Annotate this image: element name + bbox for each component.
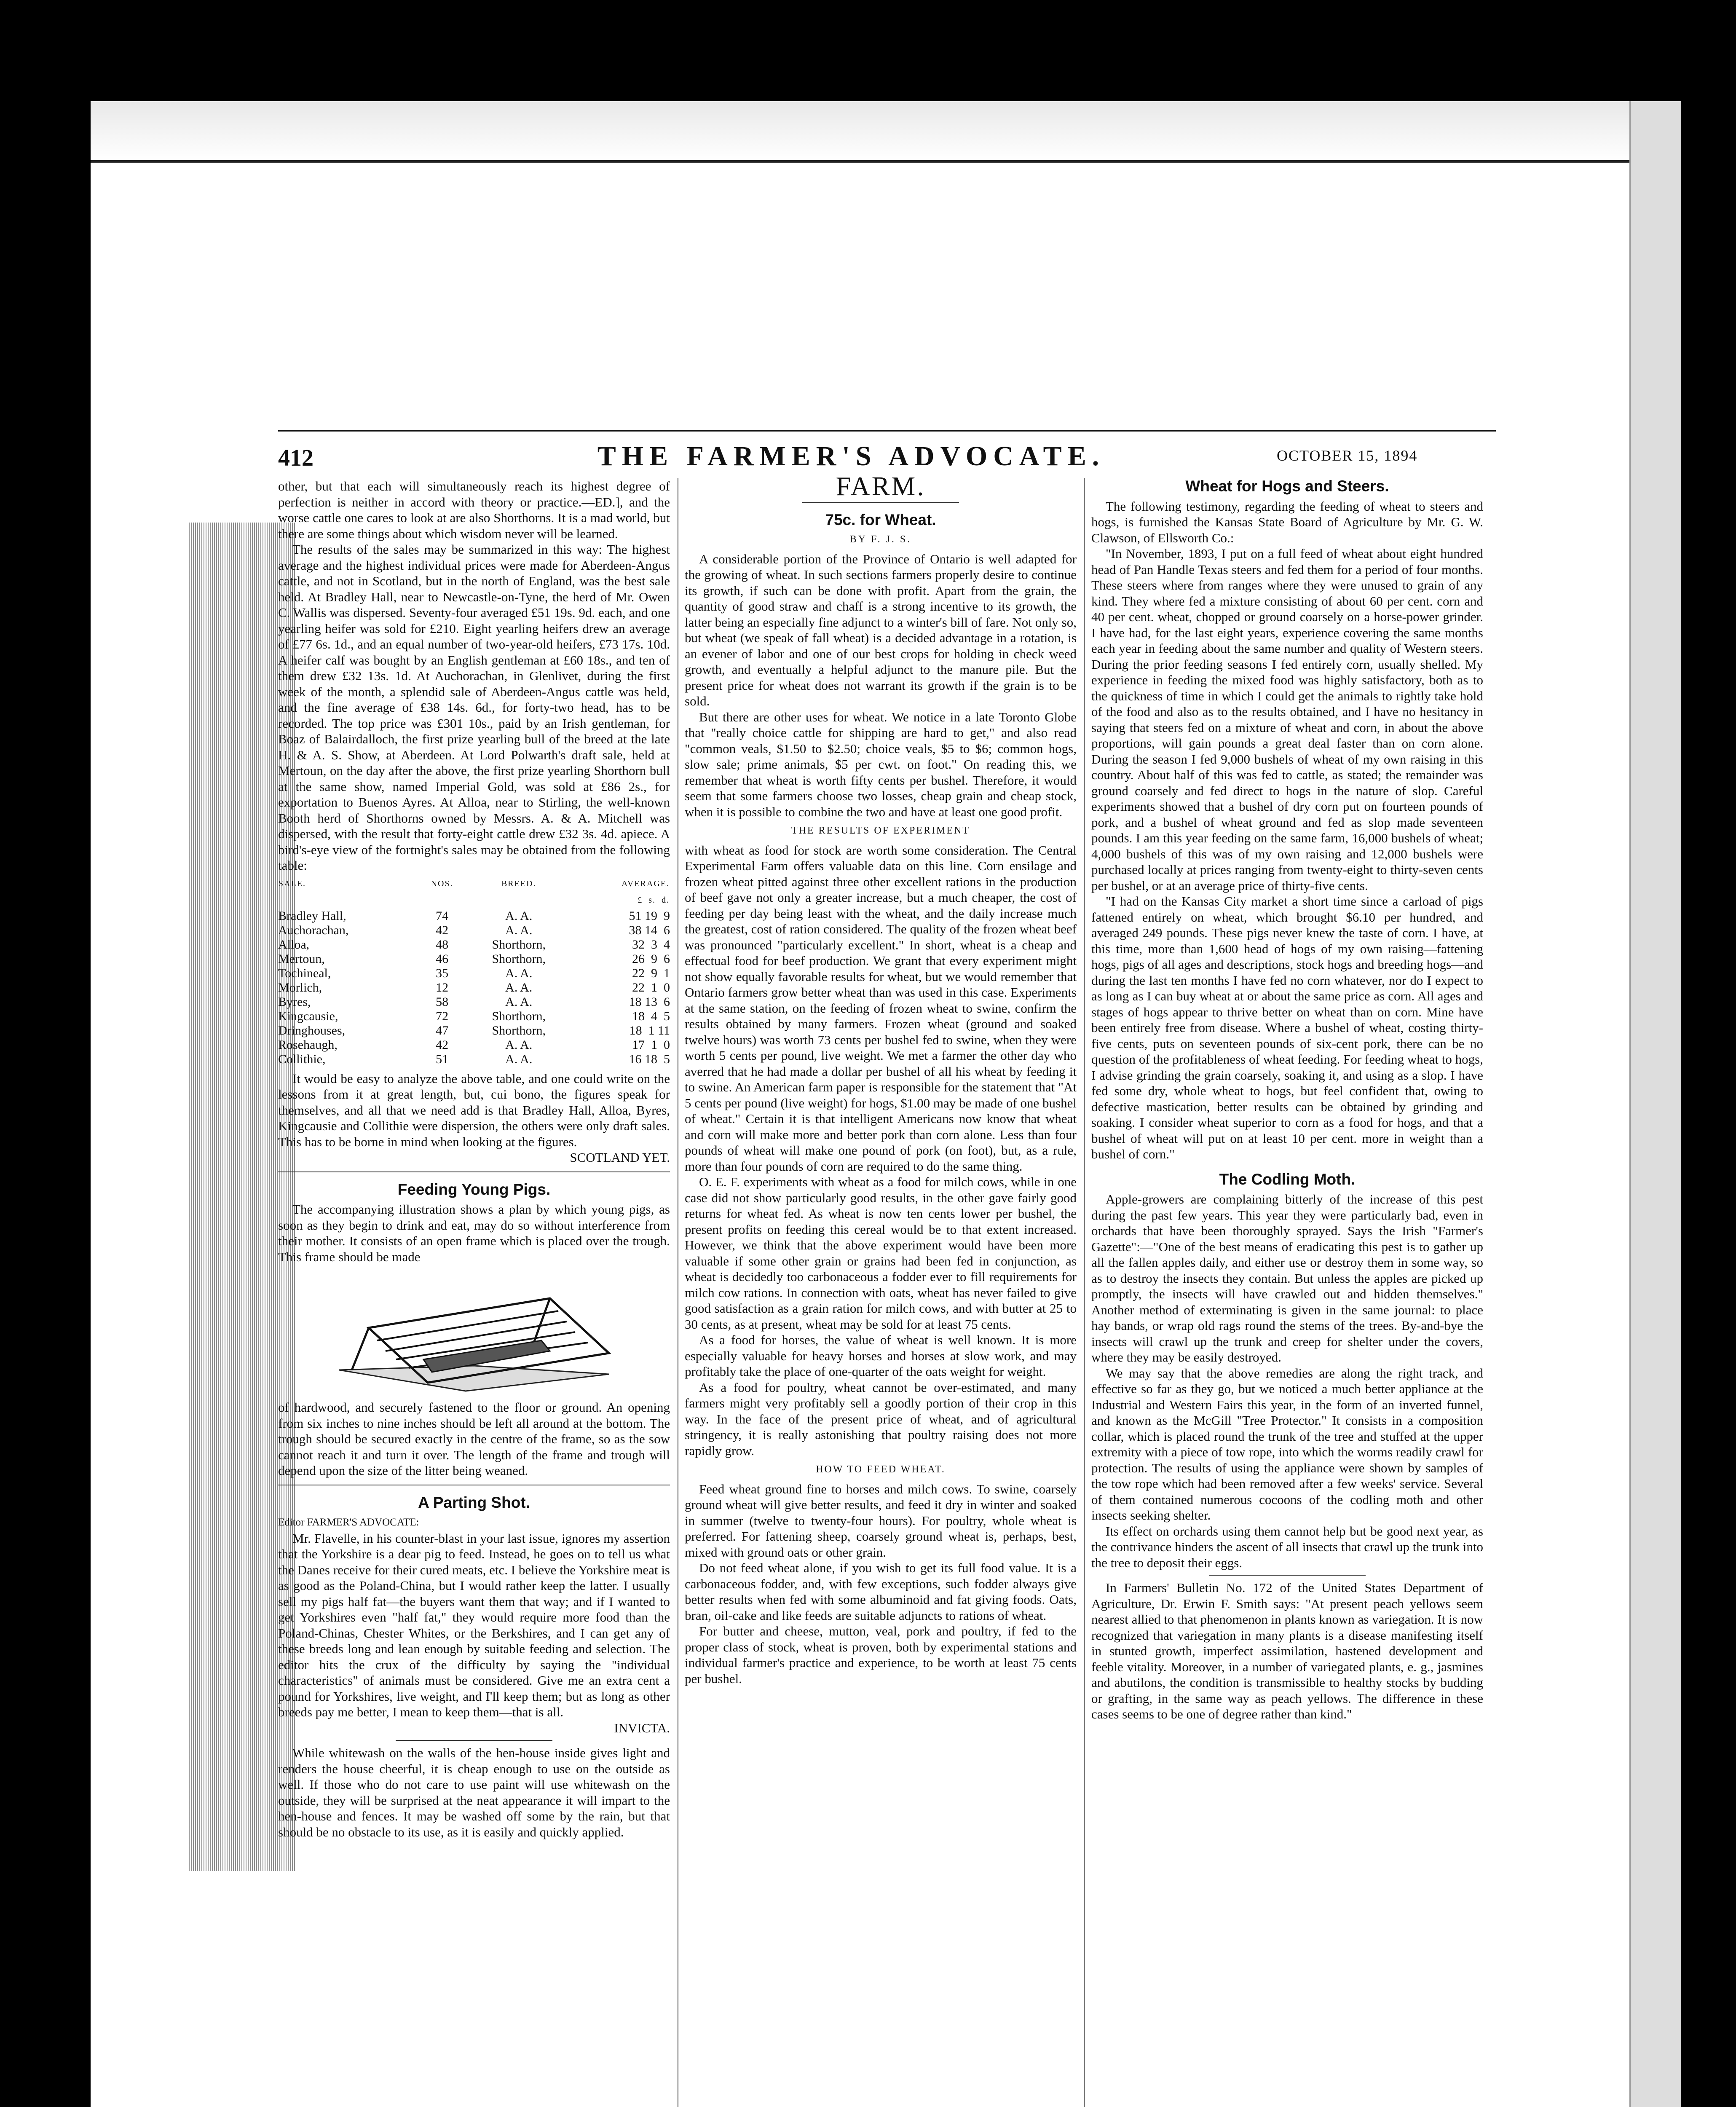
table-cell-sale: Kingcausie, xyxy=(278,1009,338,1023)
table-cell-breed: Shorthorn, xyxy=(492,937,546,952)
sales-table-body xyxy=(278,909,670,1067)
table-cell-avg: 18 13 6 xyxy=(629,995,670,1009)
table-cell-breed: A. A. xyxy=(505,966,533,980)
signature: INVICTA. xyxy=(614,1720,670,1735)
table-cell-nos: 58 xyxy=(436,995,449,1009)
paragraph: As a food for horses, the value of wheat is well known. It is more especially valuable for heavy horses and horses at slow work, and may profitably take the place of one-quarter of the oats weight for weight. xyxy=(685,1332,1077,1379)
units-label: £ s. d. xyxy=(638,895,670,905)
table-row xyxy=(278,995,670,1009)
article-title: A Parting Shot. xyxy=(418,1493,530,1511)
paragraph: of hardwood, and securely fastened to the floor or ground. An opening from six inches to nine inches should be left all around at the bottom. The trough should be secured exactly in the centre of the frame, so as the sow cannot reach it and turn it over. The length of the frame and trough will depend upon the size of the litter being weaned. xyxy=(278,1400,670,1478)
column-divider xyxy=(1084,478,1085,2107)
table-cell-nos: 35 xyxy=(436,966,449,980)
paragraph: Do not feed wheat alone, if you wish to get its full food value. It is a carbonaceous fodder, and, with few exceptions, such fodder always give better results when fed with some albuminoid and fat giving foods. Oats, bran, oil-cake and like feeds are suitable adjuncts to rations of wheat. xyxy=(685,1560,1077,1623)
table-cell-avg: 16 18 5 xyxy=(629,1052,670,1066)
table-cell-sale: Byres, xyxy=(278,995,311,1009)
book-spine-edge xyxy=(1629,101,1681,2107)
table-cell-breed: Shorthorn, xyxy=(492,1009,546,1023)
paragraph: The accompanying illustration shows a plan by which young pigs, as soon as they begin to drink and eat, may do so without interference from their mother. It consists of an open frame which is placed over the trough. This frame should be made xyxy=(278,1202,670,1264)
signature: SCOTLAND YET. xyxy=(570,1150,670,1165)
column-right xyxy=(1091,478,1483,1722)
pig-feeder-illustration xyxy=(314,1269,634,1395)
page-number: 412 xyxy=(278,445,313,471)
sales-table xyxy=(278,876,670,1067)
table-cell-avg: 22 9 1 xyxy=(632,966,670,980)
table-row xyxy=(278,1009,670,1024)
col-header: AVERAGE. xyxy=(622,879,670,888)
masthead: THE FARMER'S ADVOCATE. xyxy=(597,441,1105,472)
units-row xyxy=(278,893,670,909)
divider xyxy=(396,1740,552,1741)
table-cell-breed: A. A. xyxy=(505,923,533,937)
paragraph: We may say that the above remedies are along the right track, and effective so far as they go, but we noticed a much better appliance at the Industrial and Western Fairs this year, in the form of an inverted funnel, and known as the McGill "Tree Protector." It consists in a composition collar, which is placed round the trunk of the tree and stuffed at the upper extremity with a piece of tow rope, into which the worms readily crawl for protection. The results of using the appliance were shown by samples of the tow rope which had been removed after a few weeks' service. Several of them contained numerous cocoons of the codling moth and other insects seeking shelter. xyxy=(1091,1365,1483,1523)
table-cell-breed: A. A. xyxy=(505,980,533,995)
salutation: Editor FARMER'S ADVOCATE: xyxy=(278,1517,419,1528)
table-cell-avg: 18 4 5 xyxy=(632,1009,670,1023)
col-header: SALE. xyxy=(279,879,306,888)
table-cell-breed: A. A. xyxy=(505,1052,533,1066)
table-cell-breed: A. A. xyxy=(505,909,533,923)
table-cell-sale: Collithie, xyxy=(278,1052,326,1066)
table-cell-avg: 17 1 0 xyxy=(632,1037,670,1052)
table-cell-sale: Auchorachan, xyxy=(278,923,349,937)
book-binding-top xyxy=(91,101,1681,163)
header-rule xyxy=(278,430,1496,432)
paragraph: In Farmers' Bulletin No. 172 of the United States Department of Agriculture, Dr. Erwin F. Smith says: "At present peach yellows seem nearest allied to that phenomenon in plants known as variegation. It is now recognized that variegation in many plants is a disease manifesting itself in stunted growth, imperfect assimilation, hastened development and feeble vitality. Moreover, in a number of variegated plants, e. g., jasmines and abutilons, the condition is transmissible to healthy stocks by budding or grafting, in the same way as peach yellows. The difference in these cases seems to be one of degree rather than kind." xyxy=(1091,1580,1483,1721)
table-row xyxy=(278,1024,670,1038)
divider xyxy=(802,502,959,503)
table-cell-sale: Mertoun, xyxy=(278,952,325,966)
table-cell-avg: 26 9 6 xyxy=(632,952,670,966)
table-row xyxy=(278,981,670,995)
table-row xyxy=(278,909,670,923)
table-row xyxy=(278,938,670,952)
table-cell-avg: 51 19 9 xyxy=(629,909,670,923)
section-heading: FARM. xyxy=(836,471,926,501)
table-cell-sale: Alloa, xyxy=(278,937,310,952)
paragraph: It would be easy to analyze the above table, and one could write on the lessons from it at great length, but, cui bono, the figures speak for themselves, and all that we need add is that Bradley Hall, Alloa, Byres, Kingcausie and Collithie were dispersion, the others were only draft sales. This has to be borne in mind when looking at the figures. xyxy=(278,1071,670,1149)
table-row xyxy=(278,1052,670,1067)
divider xyxy=(1209,1575,1366,1576)
table-cell-sale: Morlich, xyxy=(278,980,322,995)
article-title: The Codling Moth. xyxy=(1219,1170,1356,1188)
table-cell-avg: 22 1 0 xyxy=(632,980,670,995)
article-title: Wheat for Hogs and Steers. xyxy=(1185,477,1389,495)
paragraph: The results of the sales may be summarized in this way: The highest average and the highest individual prices were made for Aberdeen-Angus cattle, and not in Scotland, but in the north of England, was the best sale held. At Bradley Hall, near to Newcastle-on-Tyne, the herd of Mr. Owen C. Wallis was dispersed. Seventy-four averaged £51 19s. 9d. each, and one yearling heifer was sold for £210. Eight yearling heifers drew an average of £77 6s. 1d., and an equal number of two-year-old heifers, £73 17s. 10d. A heifer calf was bought by an English gentleman at £60 18s., and ten of them drew £32 13s. 1d. At Auchorachan, in Glenlivet, during the first week of the month, a splendid sale of Aberdeen-Angus cattle was held, and the fine average of £38 14s. 6d., for forty-two head, has to be recorded. The top price was £301 10s., paid by an Irish gentleman, for Boaz of Balairdalloch, the first prize yearling bull of the breed at the late H. & A. S. Show, at Aberdeen. At Lord Polwarth's draft sale, held at Mertoun, on the day after the above, the first prize yearling Shorthorn bull at the same show, named Imperial Gold, was sold at £86 2s., for exportation to Buenos Ayres. At Alloa, near to Stirling, the well-known Booth herd of Shorthorns owned by Messrs. A. & A. Mitchell was dispersed, with the result that forty-eight cattle drew £32 3s. 4d. apiece. A bird's-eye view of the fortnight's sales may be obtained from the following table: xyxy=(278,542,670,873)
continued-text: other, but that each will simultaneously reach its highest degree of perfection is neither in accord with theory or practice.—ED.], and the worse cattle one cares to look at are also Shorthorns. It is a mad world, but there are some things about which wisdom never will be learned. xyxy=(278,479,670,541)
paragraph: The following testimony, regarding the feeding of wheat to steers and hogs, is furnished the Kansas State Board of Agriculture by Mr. G. W. Clawson, of Ellsworth Co.: xyxy=(1091,499,1483,545)
table-cell-sale: Tochineal, xyxy=(278,966,331,980)
col-header: BREED. xyxy=(501,879,536,888)
table-cell-nos: 48 xyxy=(436,937,449,952)
paragraph: Feed wheat ground fine to horses and milch cows. To swine, coarsely ground wheat will give better results, and feed it dry in winter and soaked in summer (twelve to twenty-four hours). For poultry, whole wheat is preferred. For fattening sheep, coarsely ground wheat is, perhaps, best, mixed with ground oats or other grain. xyxy=(685,1481,1077,1560)
byline: BY F. J. S. xyxy=(849,534,912,545)
paragraph: While whitewash on the walls of the hen-house inside gives light and renders the house cheerful, it is cheap enough to use on the outside as well. If those who do not care to use paint will use whitewash on the outside, they will be surprised at the neat appearance it will impart to the hen-house and fences. It may be washed off some by the rain, but that should be no obstacle to its use, as it is easily and quickly applied. xyxy=(278,1745,670,1839)
table-cell-avg: 38 14 6 xyxy=(629,923,670,937)
issue-date: OCTOBER 15, 1894 xyxy=(1277,447,1418,464)
paragraph: "I had on the Kansas City market a short time since a carload of pigs fattened entirely on wheat, which brought $6.10 per hundred, and averaged 249 pounds. These pigs never knew the taste of corn. I have, at this time, more than 1,600 head of hogs of my own raising—fattening hogs, pigs of all ages and descriptions, stock hogs and breeding hogs—and during the last ten months I have fed no corn whatever, nor do I expect to as long as I can buy wheat at or about the same price as corn. All ages and stages of hogs appear to thrive better on wheat than on corn. Mine have been entirely free from disease. Where a bushel of wheat, costing thirty-five cents, puts on seventeen pounds of six-cent pork, there can be no question of the profitableness of wheat feeding. For feeding wheat to hogs, I advise grinding the grain coarsely, soaking it, and using as a slop. I have fed some dry, whole wheat to hogs, but feel confident that, owing to defective mastication, better results can be obtained by grinding and soaking. I consider wheat superior to corn as a food for hogs, and that a bushel of wheat will put on at least 10 per cent. more in weight than a bushel of corn." xyxy=(1091,894,1483,1161)
subheading: HOW TO FEED WHEAT. xyxy=(816,1464,946,1475)
article-title: 75c. for Wheat. xyxy=(825,511,936,528)
paragraph: But there are other uses for wheat. We notice in a late Toronto Globe that "really choice cattle for shipping are hard to get," and also read "common veals, $1.50 to $2.50; choice veals, $5 to $6; common hogs, slow sale; prime animals, $5 per cwt. on foot." On reading this, we remember that wheat is worth fifty cents per bushel. Therefore, it would seem that some farmers choose two losses, cheap grain and cheap stock, when it is possible to combine the two and have at least one good profit. xyxy=(685,709,1077,819)
paragraph: As a food for poultry, wheat cannot be over-estimated, and many farmers might very profitably sell a goodly portion of their crop in this way. In the face of the present price of wheat, and of agricultural stringency, it is really astonishing that poultry raising does not more rapidly grow. xyxy=(685,1380,1077,1458)
table-header-row xyxy=(278,876,670,893)
table-row xyxy=(278,952,670,966)
paragraph: "In November, 1893, I put on a full feed of wheat about eight hundred head of Pan Handle Texas steers and fed them for a period of four months. These steers where from ranges where they were unused to grain of any kind. They where fed a mixture consisting of about 60 per cent. corn and 40 per cent. wheat, chopped or ground coarsely on a horse-power grinder. I have had, for the last eight years, experience covering the same months each year in feeding about the same number and quality of Western steers. During the prior feeding seasons I fed entirely corn, usually shelled. My experience in feeding the mixed food was highly satisfactory, both as to the quickness of time in which I could get the animals to rightly take hold of the food and also as to the results obtained, and I have no hesitancy in saying that steers fed on a mixture of wheat and corn, in about the above proportions, will gain pounds a great deal faster than on corn alone. During the season I fed 9,000 bushels of wheat of my own raising in this country. About half of this was fed to cattle, as stated; the remainder was ground coarsely and fed direct to hogs in the nature of slop. Careful experiments showed that a bushel of dry corn put on fourteen pounds of pork, and a bushel of wheat ground and fed as slop made seventeen pounds. I am this year feeding on the same farm, 16,000 bushels of wheat; 4,000 bushels of this was of my own raising and 12,000 bushels were purchased locally at prices ranging from twenty-eight to thirty-seven cents per bushel, or at an average price of thirty-five cents. xyxy=(1091,546,1483,893)
column-left xyxy=(278,478,670,1840)
column-middle xyxy=(685,471,1077,1686)
table-cell-nos: 46 xyxy=(436,952,449,966)
paragraph: Apple-growers are complaining bitterly of the increase of this pest during the past few years. This year they were particularly bad, even in orchards that have been thoroughly sprayed. Says the Irish "Farmer's Gazette":—"One of the best means of eradicating this pest is to gather up all the fallen apples daily, and either use or destroy them in some way, so as to destroy the insects they contain. But unless the apples are picked up promptly, the insects will have crawled out and hidden themselves." Another method of exterminating is given in the same journal: to place hay bands, or wrap old rags round the stems of the trees. By-and-bye the insects will crawl up the trunk and creep for shelter under the covers, where they may be easily destroyed. xyxy=(1091,1192,1483,1364)
paragraph: Mr. Flavelle, in his counter-blast in your last issue, ignores my assertion that the Yorkshire is a dear pig to feed. Instead, he goes on to tell us what the Danes receive for their cured meats, etc. I believe the Yorkshire meat is as good as the Poland-China, but I would rather keep the latter. I usually sell my pigs half fat—the buyers want them that way; and if I wanted to get Yorkshires even "half fat," they would require more food than the Poland-Chinas, Chester Whites, or the Berkshires, and I can get any of these breeds long and lean enough by suitable feeding and selection. The editor hits the crux of the difficulty by saying the "individual characteristics" of animals must be considered. Give me an extra cent a pound for Yorkshires, live weight, and I'll keep them; but as long as other breeds pay me better, I mean to keep them—that is all. xyxy=(278,1531,670,1719)
table-cell-nos: 12 xyxy=(436,980,449,995)
subheading: THE RESULTS OF EXPERIMENT xyxy=(791,825,970,836)
table-row xyxy=(278,966,670,981)
paragraph: Its effect on orchards using them cannot help but be good next year, as the contrivance hinders the ascent of all insects that crawl up the trunk into the tree to deposit their eggs. xyxy=(1091,1523,1483,1570)
table-cell-breed: A. A. xyxy=(505,1037,533,1052)
table-cell-nos: 74 xyxy=(436,909,449,923)
table-cell-avg: 18 1 11 xyxy=(629,1023,670,1037)
table-cell-breed: Shorthorn, xyxy=(492,952,546,966)
table-cell-sale: Bradley Hall, xyxy=(278,909,346,923)
table-cell-sale: Dringhouses, xyxy=(278,1023,346,1037)
table-row xyxy=(278,1038,670,1052)
divider xyxy=(278,1171,670,1172)
col-header: NOS. xyxy=(431,879,453,888)
table-cell-avg: 32 3 4 xyxy=(632,937,670,952)
paragraph: For butter and cheese, mutton, veal, pork and poultry, if fed to the proper class of stock, wheat is proven, both by experimental stations and individual farmer's practice and experience, to be worth at least 75 cents per bushel. xyxy=(685,1624,1077,1686)
table-cell-nos: 42 xyxy=(436,1037,449,1052)
table-cell-breed: Shorthorn, xyxy=(492,1023,546,1037)
paragraph: with wheat as food for stock are worth some consideration. The Central Experimental Farm offers valuable data on this line. Corn ensilage and frozen wheat pitted against three other excellent rations in the production of beef gave not only a greater increase, but a much cheaper, the cost of feeding per day being least with the wheat, and the daily increase much the greatest, cost of ration considered. The quality of the frozen wheat beef was pronounced "particularly excellent." In short, wheat is a cheap and effectual food for beef production. We grant that every experiment might not show equally favorable results for wheat, but we would remember that Ontario farmers grow better wheat than was used in this case. Experiments at the same station, on the feeding of frozen wheat to swine, confirm the results obtained by many farmers. Frozen wheat (ground and soaked twelve hours) was worth 73 cents per bushel fed to swine, when they were worth 5 cents per pound, live weight. We met a farmer the other day who averred that he had made a dollar per bushel of all his wheat by feeding it to swine. An American farm paper is responsible for the statement that "At 5 cents per pound (live weight) for hogs, $1.00 may be made of one bushel of wheat." Certain it is that intelligent Americans now know that wheat and corn will make more and better pork than corn alone. Less than four pounds of wheat will make one pound of pork (on foot), but, as a rule, more than four pounds of corn are required to do the same thing. xyxy=(685,842,1077,1174)
paragraph: A considerable portion of the Province of Ontario is well adapted for the growing of wheat. In such sections farmers properly desire to continue its growth, if such can be done with profit. Apart from the grain, the quantity of good straw and chaff is a strong incentive to its growth, the latter being an especially fine adjunct to a winter's bill of fare. Not only so, but wheat (we speak of fall wheat) is a decided advantage in a rotation, is an evener of labor and one of our best crops for holding in check weed growth, and eventually a helpful adjunct to the manure pile. But the present price for wheat does not warrant its growth if the grain is to be sold. xyxy=(685,551,1077,708)
table-cell-breed: A. A. xyxy=(505,995,533,1009)
table-cell-nos: 72 xyxy=(436,1009,449,1023)
article-title: Feeding Young Pigs. xyxy=(397,1180,551,1198)
table-cell-nos: 47 xyxy=(436,1023,449,1037)
paragraph: O. E. F. experiments with wheat as a food for milch cows, while in one case did not show particularly good results, in the other gave fairly good returns for wheat fed. As wheat is now ten cents lower per bushel, the present profits on feeding this cereal would be to that extent increased. However, we think that the above experiment would have been more valuable if some other grain or grains had been fed in conjunction, as wheat is decidedly too carbonaceous a fodder ever to fill requirements for milch cow rations. In connection with oats, wheat has never failed to give good satisfaction as a grain ration for milch cows, and with butter at 25 to 30 cents, as at present, wheat may be sold for at least 75 cents. xyxy=(685,1174,1077,1332)
table-row xyxy=(278,923,670,938)
table-cell-nos: 42 xyxy=(436,923,449,937)
table-cell-sale: Rosehaugh, xyxy=(278,1037,338,1052)
table-cell-nos: 51 xyxy=(436,1052,449,1066)
